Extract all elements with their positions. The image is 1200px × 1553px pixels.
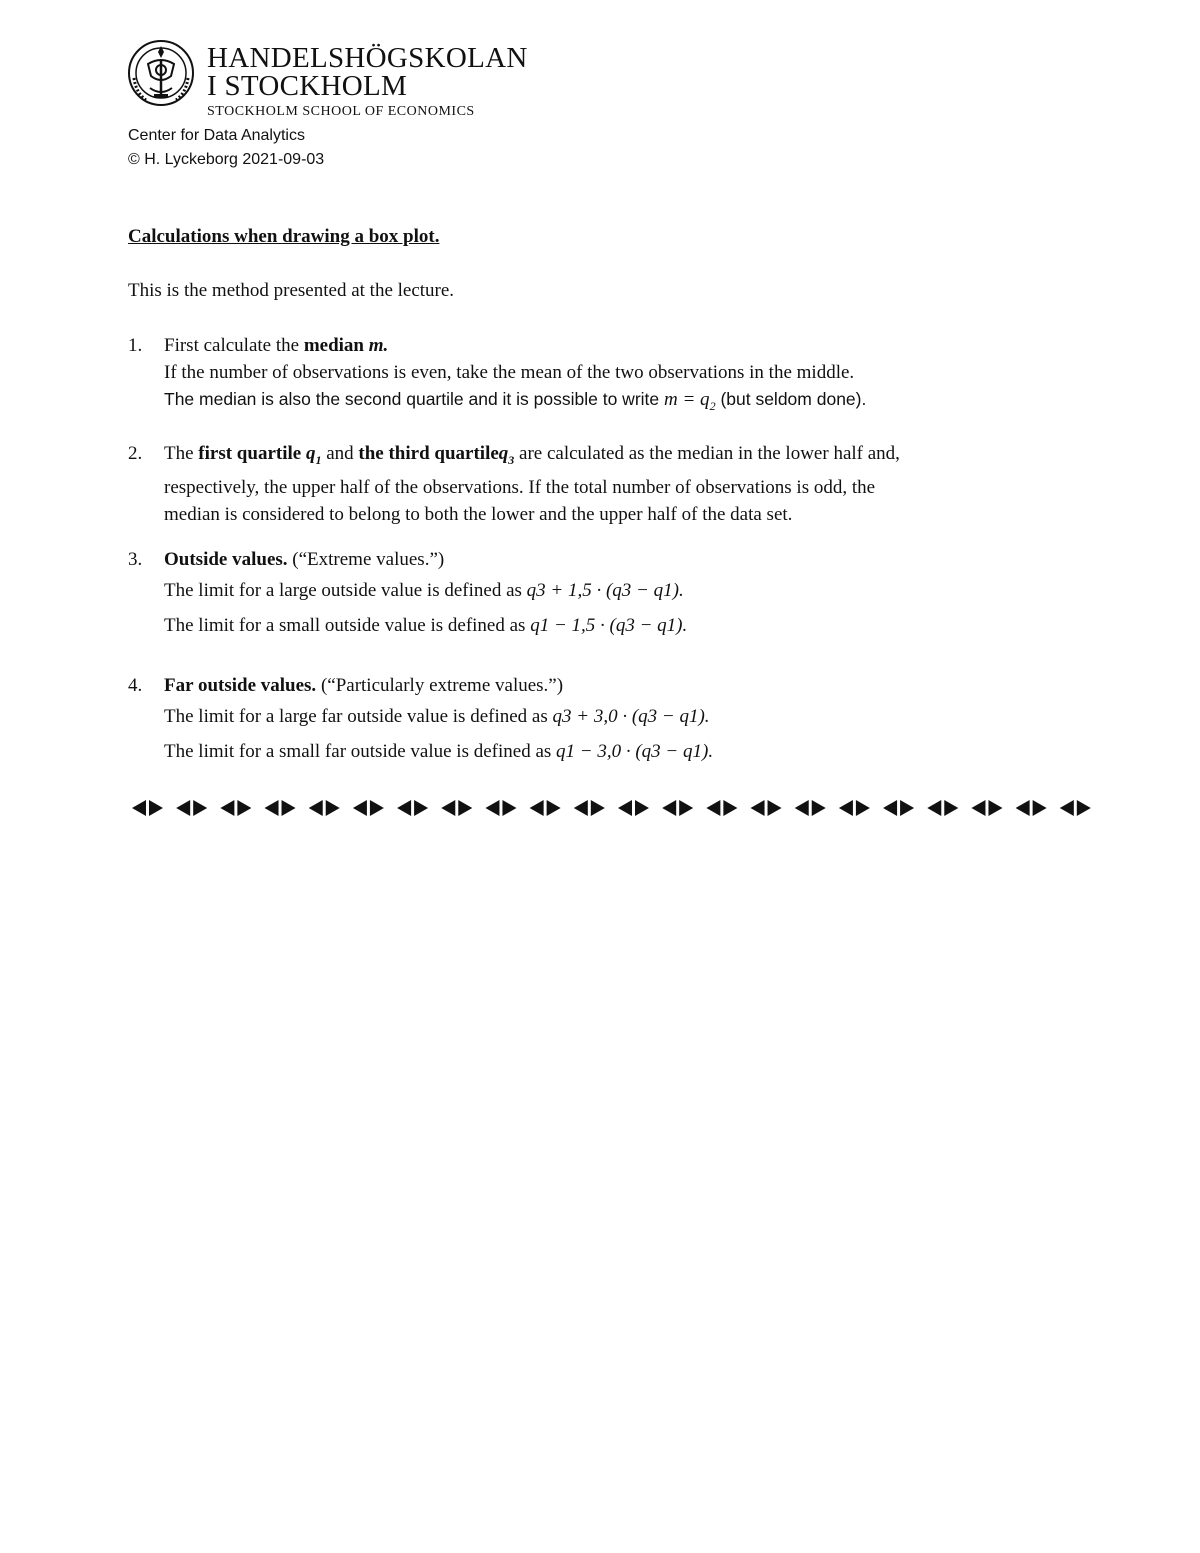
large-far-limit-text: The limit for a large far outside value is defined as (164, 706, 548, 727)
math-median-eq: m = q (664, 389, 710, 410)
arrow-left-icon (397, 800, 411, 816)
large-limit-formula: q3 + 1,5 · (q3 − q1). (526, 580, 684, 601)
arrow-pair-icon (132, 800, 163, 816)
arrow-pair-icon (751, 800, 782, 816)
arrow-right-icon (458, 800, 472, 816)
arrow-right-icon (679, 800, 693, 816)
arrow-right-icon (944, 800, 958, 816)
copyright-line: © H. Lyckeborg 2021-09-03 (128, 151, 325, 168)
math-q: q (498, 443, 509, 464)
item-line-2: If the number of observations is even, take the mean of the two observations in the middle. (164, 362, 855, 383)
arrow-right-icon (856, 800, 870, 816)
arrow-left-icon (883, 800, 897, 816)
arrow-right-icon (1077, 800, 1091, 816)
arrow-pair-icon (795, 800, 826, 816)
item-number: 3. (128, 549, 143, 570)
arrow-right-icon (326, 800, 340, 816)
item-text: and (326, 443, 354, 464)
item-bold-term: Far outside values. (164, 675, 317, 696)
math-sub: 3 (508, 452, 515, 467)
ornamental-divider (130, 796, 1102, 820)
brand-line-3: STOCKHOLM SCHOOL OF ECONOMICS (207, 104, 475, 119)
item-bold-term: first quartile (198, 443, 302, 464)
arrow-pair-icon (706, 800, 737, 816)
arrow-pair-icon (1060, 800, 1091, 816)
item-lead: First calculate the (164, 335, 300, 356)
arrow-pair-icon (1016, 800, 1047, 816)
small-limit-text: The limit for a small outside value is defined as (164, 615, 526, 636)
item-number: 4. (128, 675, 143, 696)
document-title: Calculations when drawing a box plot. (128, 226, 440, 247)
item-text: The (164, 443, 194, 464)
arrow-right-icon (193, 800, 207, 816)
arrow-right-icon (723, 800, 737, 816)
intro-text: This is the method presented at the lecture. (128, 280, 455, 301)
arrow-left-icon (309, 800, 323, 816)
small-far-limit-text: The limit for a small far outside value is defined as (164, 741, 552, 762)
arrow-pair-icon (927, 800, 958, 816)
arrow-pair-icon (176, 800, 207, 816)
arrow-left-icon (1060, 800, 1074, 816)
math-sub: 1 (315, 452, 322, 467)
item-number: 2. (128, 443, 143, 464)
item-bold-term: Outside values. (164, 549, 288, 570)
item-note: (“Particularly extreme values.”) (320, 675, 564, 696)
item-line-3-note: (but seldom done). (720, 389, 867, 409)
arrow-left-icon (265, 800, 279, 816)
arrow-pair-icon (883, 800, 914, 816)
arrow-left-icon (485, 800, 499, 816)
item-line-3: The median is also the second quartile and it is possible to write (164, 389, 660, 409)
arrow-left-icon (706, 800, 720, 816)
arrow-left-icon (971, 800, 985, 816)
arrow-right-icon (768, 800, 782, 816)
arrow-pair-icon (265, 800, 296, 816)
item-bold-term: median (303, 335, 364, 356)
math-q: q (305, 443, 316, 464)
arrow-left-icon (795, 800, 809, 816)
arrow-right-icon (988, 800, 1002, 816)
arrow-pair-icon (839, 800, 870, 816)
arrow-right-icon (502, 800, 516, 816)
item-line-3: median is considered to belong to both the lower and the upper half of the data set. (164, 503, 793, 525)
arrow-right-icon (1033, 800, 1047, 816)
arrow-left-icon (441, 800, 455, 816)
item-text: are calculated as the median in the lower half and, (519, 443, 900, 464)
arrow-left-icon (132, 800, 146, 816)
arrow-pair-icon (618, 800, 649, 816)
arrow-right-icon (414, 800, 428, 816)
arrow-left-icon (574, 800, 588, 816)
small-limit-formula: q1 − 1,5 · (q3 − q1). (530, 615, 688, 636)
arrow-left-icon (220, 800, 234, 816)
arrow-pair-icon (971, 800, 1002, 816)
school-seal-icon (126, 38, 196, 108)
arrow-left-icon (618, 800, 632, 816)
arrow-right-icon (237, 800, 251, 816)
item-line-2: respectively, the upper half of the observations. If the total number of observations is odd, the (164, 476, 876, 498)
item-note: (“Extreme values.”) (292, 549, 445, 570)
center-name: Center for Data Analytics (128, 127, 305, 144)
arrow-pair-icon (220, 800, 251, 816)
math-m: m. (368, 335, 389, 356)
arrow-right-icon (282, 800, 296, 816)
math-sub: 2 (709, 398, 716, 413)
arrow-pair-icon (530, 800, 561, 816)
arrow-pair-icon (662, 800, 693, 816)
arrow-left-icon (839, 800, 853, 816)
arrow-right-icon (635, 800, 649, 816)
arrow-pair-icon (485, 800, 516, 816)
arrow-left-icon (176, 800, 190, 816)
header-meta (128, 124, 324, 172)
arrow-right-icon (591, 800, 605, 816)
large-far-limit-formula: q3 + 3,0 · (q3 − q1). (552, 706, 710, 727)
arrow-right-icon (370, 800, 384, 816)
arrow-left-icon (530, 800, 544, 816)
arrow-pair-icon (574, 800, 605, 816)
arrow-left-icon (662, 800, 676, 816)
arrow-pair-icon (397, 800, 428, 816)
item-number: 1. (128, 335, 143, 356)
arrow-left-icon (1016, 800, 1030, 816)
large-limit-text: The limit for a large outside value is defined as (164, 580, 522, 601)
arrow-pair-icon (441, 800, 472, 816)
arrow-right-icon (900, 800, 914, 816)
arrow-right-icon (812, 800, 826, 816)
arrow-left-icon (927, 800, 941, 816)
arrow-left-icon (353, 800, 367, 816)
brand-block (207, 44, 528, 120)
item-bold-term: the third quartile (358, 443, 499, 464)
small-far-limit-formula: q1 − 3,0 · (q3 − q1). (556, 741, 714, 762)
brand-line-2: I STOCKHOLM (207, 70, 408, 102)
arrow-pair-icon (353, 800, 384, 816)
brand-line-1: HANDELSHÖGSKOLAN (207, 42, 528, 74)
arrow-right-icon (149, 800, 163, 816)
arrow-left-icon (751, 800, 765, 816)
arrow-pair-icon (309, 800, 340, 816)
arrow-right-icon (547, 800, 561, 816)
